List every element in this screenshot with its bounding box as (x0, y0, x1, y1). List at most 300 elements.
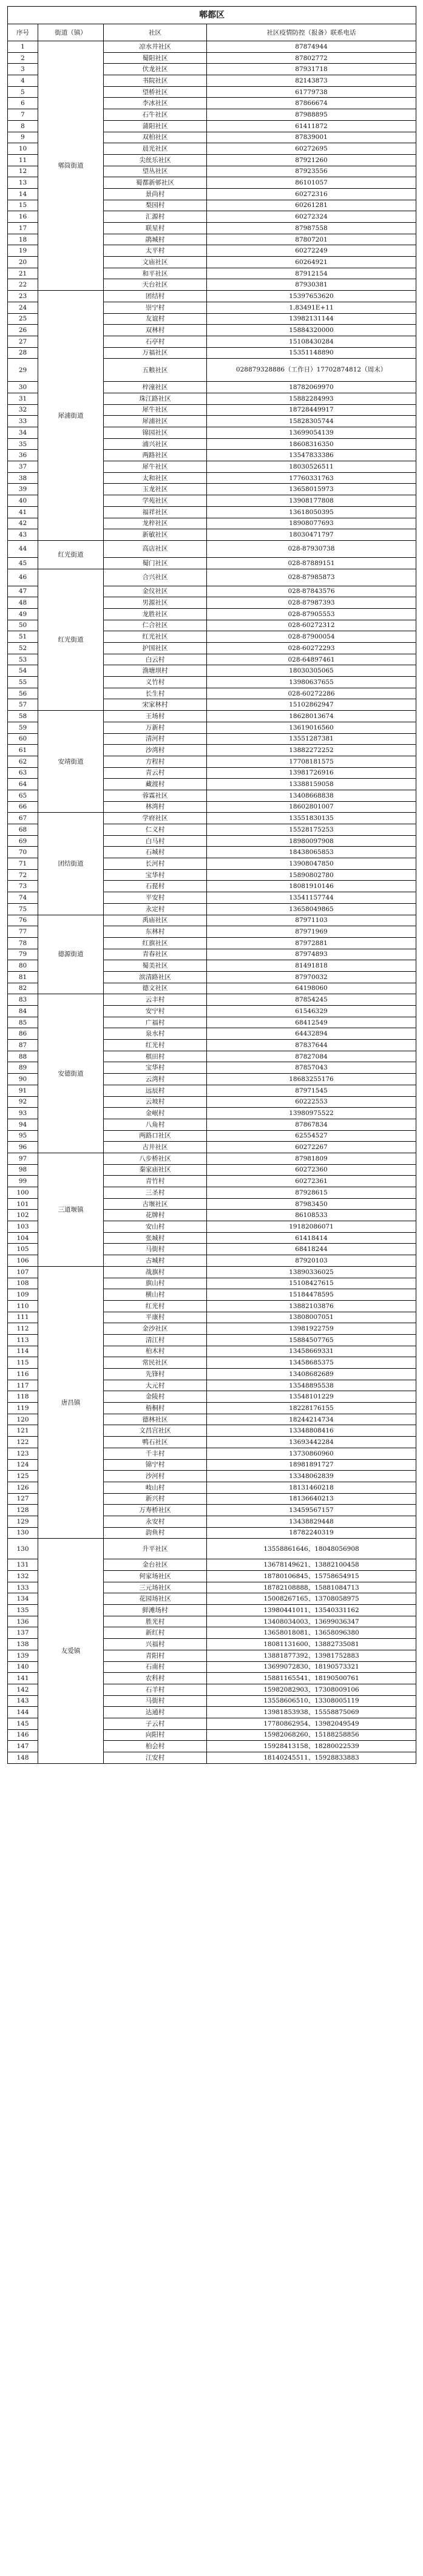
cell-community: 太平村 (104, 245, 207, 257)
cell-seq: 20 (8, 257, 38, 268)
cell-seq: 110 (8, 1300, 38, 1312)
cell-phone: 13408034003、13699036347 (207, 1616, 416, 1627)
cell-seq: 46 (8, 569, 38, 586)
table-row (8, 1539, 416, 1559)
cell-community: 浦兴社区 (104, 438, 207, 450)
cell-seq: 118 (8, 1391, 38, 1403)
cell-community: 鸭石社区 (104, 1437, 207, 1448)
cell-community: 梓潼社区 (104, 382, 207, 393)
cell-phone: 13693442284 (207, 1437, 416, 1448)
cell-phone: 18981891727 (207, 1459, 416, 1471)
cell-street: 红光街道 (38, 569, 104, 711)
cell-street: 三道堰镇 (38, 1153, 104, 1266)
cell-seq: 124 (8, 1459, 38, 1471)
cell-phone: 13459567157 (207, 1505, 416, 1516)
cell-seq: 61 (8, 745, 38, 756)
cell-community: 沙河村 (104, 1471, 207, 1482)
cell-phone: 15102862947 (207, 699, 416, 711)
cell-phone: 87837644 (207, 1040, 416, 1051)
cell-seq: 86 (8, 1028, 38, 1040)
cell-phone: 13981922759 (207, 1323, 416, 1335)
cell-phone: 13699054139 (207, 427, 416, 439)
cell-seq: 19 (8, 245, 38, 257)
cell-phone: 87874944 (207, 41, 416, 53)
cell-community: 千丰村 (104, 1448, 207, 1459)
cell-community: 红光村 (104, 1300, 207, 1312)
cell-community: 石牛社区 (104, 109, 207, 121)
cell-phone: 15928413158、18280022539 (207, 1741, 416, 1752)
cell-phone: 87920103 (207, 1255, 416, 1267)
cell-community: 蓉霖社区 (104, 790, 207, 801)
cell-seq: 111 (8, 1312, 38, 1323)
cell-seq: 91 (8, 1085, 38, 1096)
cell-community: 向阳村 (104, 1729, 207, 1741)
cell-community: 柏木村 (104, 1346, 207, 1357)
cell-community: 平康村 (104, 1312, 207, 1323)
cell-seq: 55 (8, 677, 38, 688)
table-row (8, 291, 416, 302)
cell-phone: 15184478595 (207, 1289, 416, 1301)
cell-seq: 104 (8, 1232, 38, 1244)
cell-community: 柏会村 (104, 1741, 207, 1752)
cell-phone: 13981726916 (207, 767, 416, 779)
cell-seq: 62 (8, 756, 38, 767)
cell-seq: 78 (8, 937, 38, 949)
cell-community: 双林村 (104, 325, 207, 336)
cell-seq: 77 (8, 926, 38, 938)
cell-phone: 87931718 (207, 64, 416, 75)
cell-phone: 13699072830、18190573321 (207, 1661, 416, 1673)
cell-seq: 29 (8, 359, 38, 382)
cell-street: 安靖街道 (38, 711, 104, 813)
cell-phone: 13619016560 (207, 722, 416, 733)
cell-community: 团结村 (104, 291, 207, 302)
cell-community: 锦宁村 (104, 1459, 207, 1471)
cell-seq: 81 (8, 971, 38, 983)
cell-street: 德源街道 (38, 915, 104, 994)
cell-phone: 15982068260、15188258856 (207, 1729, 416, 1741)
cell-phone: 13348808416 (207, 1425, 416, 1437)
cell-seq: 47 (8, 586, 38, 597)
cell-seq: 101 (8, 1198, 38, 1210)
cell-phone: 60222553 (207, 1096, 416, 1108)
cell-seq: 6 (8, 98, 38, 109)
cell-community: 五粮社区 (104, 359, 207, 382)
cell-phone: 87802772 (207, 52, 416, 64)
cell-community: 龙胜社区 (104, 608, 207, 620)
cell-community: 金台社区 (104, 1559, 207, 1571)
cell-phone: 028-87905553 (207, 608, 416, 620)
cell-seq: 143 (8, 1695, 38, 1707)
cell-phone: 17708181575 (207, 756, 416, 767)
cell-seq: 116 (8, 1369, 38, 1380)
cell-phone: 87839001 (207, 132, 416, 143)
cell-community: 仁义村 (104, 824, 207, 836)
cell-seq: 7 (8, 109, 38, 121)
cell-seq: 102 (8, 1210, 38, 1221)
cell-seq: 128 (8, 1505, 38, 1516)
cell-seq: 112 (8, 1323, 38, 1335)
cell-community: 青竹村 (104, 1176, 207, 1187)
cell-community: 伏龙社区 (104, 64, 207, 75)
cell-community: 蒲阳社区 (104, 120, 207, 132)
cell-community: 马街村 (104, 1244, 207, 1255)
cell-phone: 60261281 (207, 200, 416, 211)
cell-seq: 126 (8, 1482, 38, 1493)
cell-community: 金沙社区 (104, 1323, 207, 1335)
table-row (8, 540, 416, 557)
cell-community: 万寿桥社区 (104, 1505, 207, 1516)
cell-seq: 36 (8, 450, 38, 461)
cell-phone: 15108430284 (207, 336, 416, 347)
cell-phone: 18081131600、13882735081 (207, 1639, 416, 1650)
cell-phone: 87987558 (207, 223, 416, 234)
cell-community: 和平社区 (104, 268, 207, 279)
cell-community: 宋家林村 (104, 699, 207, 711)
cell-community: 安山村 (104, 1221, 207, 1233)
cell-seq: 25 (8, 313, 38, 325)
cell-phone: 87988895 (207, 109, 416, 121)
cell-seq: 148 (8, 1752, 38, 1764)
table-row (8, 1266, 416, 1278)
table-row (8, 915, 416, 926)
cell-community: 金岷村 (104, 1108, 207, 1119)
cell-phone: 87972881 (207, 937, 416, 949)
cell-seq: 96 (8, 1142, 38, 1153)
cell-seq: 127 (8, 1493, 38, 1505)
cell-community: 云湾村 (104, 1074, 207, 1085)
cell-seq: 63 (8, 767, 38, 779)
cell-seq: 30 (8, 382, 38, 393)
cell-seq: 74 (8, 892, 38, 904)
cell-phone: 13981853938、15558875069 (207, 1707, 416, 1718)
cell-phone: 18228176155 (207, 1403, 416, 1414)
cell-community: 何家场社区 (104, 1571, 207, 1582)
cell-community: 胜光村 (104, 1616, 207, 1627)
cell-seq: 34 (8, 427, 38, 439)
cell-seq: 113 (8, 1334, 38, 1346)
cell-seq: 144 (8, 1707, 38, 1718)
cell-phone: 13908177808 (207, 495, 416, 507)
cell-community: 八角村 (104, 1119, 207, 1130)
cell-community: 常民社区 (104, 1357, 207, 1369)
cell-community: 方程村 (104, 756, 207, 767)
cell-seq: 94 (8, 1119, 38, 1130)
cell-phone: 87854245 (207, 994, 416, 1006)
cell-seq: 105 (8, 1244, 38, 1255)
cell-community: 德文社区 (104, 983, 207, 994)
cell-phone: 18728449917 (207, 404, 416, 416)
cell-seq: 88 (8, 1051, 38, 1062)
cell-phone: 028-60272293 (207, 643, 416, 654)
cell-seq: 26 (8, 325, 38, 336)
cell-phone: 13558861646、18048056908 (207, 1539, 416, 1559)
cell-phone: 13458685375 (207, 1357, 416, 1369)
cell-community: 先锋村 (104, 1369, 207, 1380)
cell-phone: 18782240319 (207, 1527, 416, 1539)
cell-street: 犀浦街道 (38, 291, 104, 541)
table-row (8, 813, 416, 824)
cell-community: 金仪社区 (104, 586, 207, 597)
cell-seq: 71 (8, 858, 38, 870)
cell-seq: 73 (8, 881, 38, 892)
cell-phone: 61411872 (207, 120, 416, 132)
cell-community: 书院社区 (104, 75, 207, 87)
table-row (8, 994, 416, 1006)
cell-phone: 60264921 (207, 257, 416, 268)
cell-community: 男源社区 (104, 597, 207, 609)
cell-community: 长河村 (104, 858, 207, 870)
cell-phone: 18030305065 (207, 665, 416, 677)
cell-seq: 14 (8, 188, 38, 200)
table-row (8, 1153, 416, 1164)
cell-seq: 37 (8, 461, 38, 473)
cell-seq: 21 (8, 268, 38, 279)
cell-seq: 106 (8, 1255, 38, 1267)
contact-table (7, 6, 416, 1764)
cell-phone: 13730860960 (207, 1448, 416, 1459)
cell-seq: 135 (8, 1605, 38, 1616)
cell-seq: 23 (8, 291, 38, 302)
cell-community: 红旗社区 (104, 937, 207, 949)
cell-seq: 97 (8, 1153, 38, 1164)
cell-street: 唐昌镇 (38, 1266, 104, 1539)
cell-seq: 130 (8, 1527, 38, 1539)
cell-seq: 92 (8, 1096, 38, 1108)
cell-community: 大元村 (104, 1380, 207, 1391)
cell-seq: 80 (8, 960, 38, 972)
cell-seq: 66 (8, 801, 38, 813)
cell-community: 太和社区 (104, 472, 207, 484)
cell-phone: 13547833386 (207, 450, 416, 461)
cell-seq: 79 (8, 949, 38, 960)
cell-community: 石琵村 (104, 881, 207, 892)
cell-community: 林湾村 (104, 801, 207, 813)
cell-phone: 028879328886（工作日）17702874812（周末） (207, 359, 416, 382)
cell-seq: 33 (8, 416, 38, 427)
cell-phone: 18608316350 (207, 438, 416, 450)
cell-seq: 16 (8, 211, 38, 223)
cell-phone: 87857043 (207, 1062, 416, 1074)
cell-seq: 2 (8, 52, 38, 64)
cell-community: 张城村 (104, 1232, 207, 1244)
cell-seq: 108 (8, 1278, 38, 1289)
cell-community: 沙湾村 (104, 745, 207, 756)
cell-phone: 13982131144 (207, 313, 416, 325)
cell-phone: 13882103876 (207, 1300, 416, 1312)
cell-phone: 87866674 (207, 98, 416, 109)
cell-phone: 60272316 (207, 188, 416, 200)
cell-phone: 18908077693 (207, 518, 416, 529)
cell-seq: 35 (8, 438, 38, 450)
cell-seq: 54 (8, 665, 38, 677)
cell-seq: 28 (8, 347, 38, 359)
cell-seq: 140 (8, 1661, 38, 1673)
cell-community: 珠江路社区 (104, 393, 207, 404)
cell-phone: 60272361 (207, 1176, 416, 1187)
cell-seq: 123 (8, 1448, 38, 1459)
cell-community: 蜀都新邨社区 (104, 177, 207, 189)
cell-seq: 65 (8, 790, 38, 801)
cell-phone: 61418414 (207, 1232, 416, 1244)
cell-community: 达通村 (104, 1707, 207, 1718)
cell-community: 长生村 (104, 688, 207, 699)
cell-phone: 13658015973 (207, 484, 416, 495)
cell-community: 宝华村 (104, 1062, 207, 1074)
cell-seq: 9 (8, 132, 38, 143)
cell-community: 蜀美社区 (104, 960, 207, 972)
cell-seq: 59 (8, 722, 38, 733)
cell-phone: 87912154 (207, 268, 416, 279)
cell-phone: 87923556 (207, 166, 416, 177)
cell-community: 宝华村 (104, 869, 207, 881)
cell-seq: 132 (8, 1571, 38, 1582)
cell-seq: 53 (8, 654, 38, 665)
cell-phone: 61779738 (207, 86, 416, 98)
cell-community: 李冰社区 (104, 98, 207, 109)
cell-seq: 13 (8, 177, 38, 189)
cell-seq: 32 (8, 404, 38, 416)
cell-phone: 68412549 (207, 1017, 416, 1028)
cell-seq: 38 (8, 472, 38, 484)
cell-community: 白云村 (104, 654, 207, 665)
cell-seq: 70 (8, 847, 38, 858)
cell-community: 云坡村 (104, 1096, 207, 1108)
cell-community: 尖丝乐社区 (104, 154, 207, 166)
cell-community: 红光社区 (104, 631, 207, 643)
cell-community: 合兴社区 (104, 569, 207, 586)
cell-community: 云丰村 (104, 994, 207, 1006)
cell-community: 青春社区 (104, 949, 207, 960)
cell-phone: 17780862954、13982049549 (207, 1718, 416, 1729)
cell-seq: 103 (8, 1221, 38, 1233)
cell-phone: 86101057 (207, 177, 416, 189)
cell-seq: 69 (8, 835, 38, 847)
cell-community: 永定村 (104, 903, 207, 915)
cell-phone: 18782108888、15881084713 (207, 1582, 416, 1593)
cell-seq: 76 (8, 915, 38, 926)
cell-street: 红光街道 (38, 540, 104, 569)
cell-phone: 82143873 (207, 75, 416, 87)
cell-community: 青云村 (104, 767, 207, 779)
cell-seq: 117 (8, 1380, 38, 1391)
cell-phone: 81491818 (207, 960, 416, 972)
cell-community: 古城村 (104, 1255, 207, 1267)
cell-phone: 13551287381 (207, 733, 416, 745)
cell-seq: 64 (8, 779, 38, 790)
cell-seq: 60 (8, 733, 38, 745)
cell-phone: 87921260 (207, 154, 416, 166)
cell-seq: 15 (8, 200, 38, 211)
cell-seq: 44 (8, 540, 38, 557)
cell-phone: 60272324 (207, 211, 416, 223)
cell-phone: 13678149621、13882100458 (207, 1559, 416, 1571)
cell-phone: 15881165541、18190500761 (207, 1673, 416, 1684)
header-seq: 序号 (8, 24, 38, 41)
cell-seq: 146 (8, 1729, 38, 1741)
cell-phone: 18602801007 (207, 801, 416, 813)
cell-community: 联星村 (104, 223, 207, 234)
cell-seq: 1 (8, 41, 38, 53)
cell-community: 战旗村 (104, 1266, 207, 1278)
cell-seq: 89 (8, 1062, 38, 1074)
cell-community: 犀牛社区 (104, 461, 207, 473)
cell-seq: 58 (8, 711, 38, 722)
cell-seq: 129 (8, 1516, 38, 1527)
cell-seq: 125 (8, 1471, 38, 1482)
cell-phone: 13348062839 (207, 1471, 416, 1482)
cell-phone: 15397653620 (207, 291, 416, 302)
cell-phone: 18081910146 (207, 881, 416, 892)
cell-phone: 1.83491E+11 (207, 302, 416, 313)
cell-seq: 52 (8, 643, 38, 654)
cell-community: 三元场社区 (104, 1582, 207, 1593)
cell-phone: 87930381 (207, 279, 416, 291)
cell-seq: 24 (8, 302, 38, 313)
table-body (8, 41, 416, 1764)
cell-seq: 41 (8, 506, 38, 518)
cell-community: 花牌村 (104, 1210, 207, 1221)
cell-seq: 11 (8, 154, 38, 166)
cell-phone: 028-87930738 (207, 540, 416, 557)
cell-community: 鹃城村 (104, 234, 207, 245)
cell-phone: 86108533 (207, 1210, 416, 1221)
cell-community: 仁合社区 (104, 620, 207, 631)
cell-seq: 85 (8, 1017, 38, 1028)
cell-community: 新红村 (104, 1627, 207, 1639)
cell-community: 升平社区 (104, 1539, 207, 1559)
cell-phone: 15351148890 (207, 347, 416, 359)
cell-phone: 13548101229 (207, 1391, 416, 1403)
cell-seq: 49 (8, 608, 38, 620)
cell-phone: 028-60272312 (207, 620, 416, 631)
cell-phone: 13980637655 (207, 677, 416, 688)
cell-community: 凉水井社区 (104, 41, 207, 53)
cell-phone: 19182086071 (207, 1221, 416, 1233)
cell-phone: 13618050395 (207, 506, 416, 518)
cell-phone: 13388159058 (207, 779, 416, 790)
cell-community: 东林村 (104, 926, 207, 938)
cell-phone: 13551830135 (207, 813, 416, 824)
cell-phone: 87970032 (207, 971, 416, 983)
cell-phone: 18131460218 (207, 1482, 416, 1493)
cell-street: 团结街道 (38, 813, 104, 915)
cell-seq: 90 (8, 1074, 38, 1085)
cell-community: 两路口社区 (104, 1130, 207, 1142)
table-row (8, 41, 416, 53)
cell-phone: 87827084 (207, 1051, 416, 1062)
cell-community: 泉水村 (104, 1028, 207, 1040)
cell-seq: 48 (8, 597, 38, 609)
cell-seq: 119 (8, 1403, 38, 1414)
cell-phone: 028-60272286 (207, 688, 416, 699)
cell-seq: 51 (8, 631, 38, 643)
cell-phone: 18030471797 (207, 529, 416, 541)
cell-community: 石羊村 (104, 1684, 207, 1695)
cell-community: 岐山村 (104, 1482, 207, 1493)
cell-phone: 17760331763 (207, 472, 416, 484)
cell-phone: 13408668838 (207, 790, 416, 801)
cell-community: 禹庙社区 (104, 915, 207, 926)
cell-seq: 134 (8, 1593, 38, 1605)
cell-seq: 84 (8, 1006, 38, 1017)
cell-phone: 18030526511 (207, 461, 416, 473)
cell-community: 两路社区 (104, 450, 207, 461)
cell-seq: 133 (8, 1582, 38, 1593)
cell-phone: 13890336025 (207, 1266, 416, 1278)
cell-community: 新兴村 (104, 1493, 207, 1505)
cell-community: 八步桥社区 (104, 1153, 207, 1164)
